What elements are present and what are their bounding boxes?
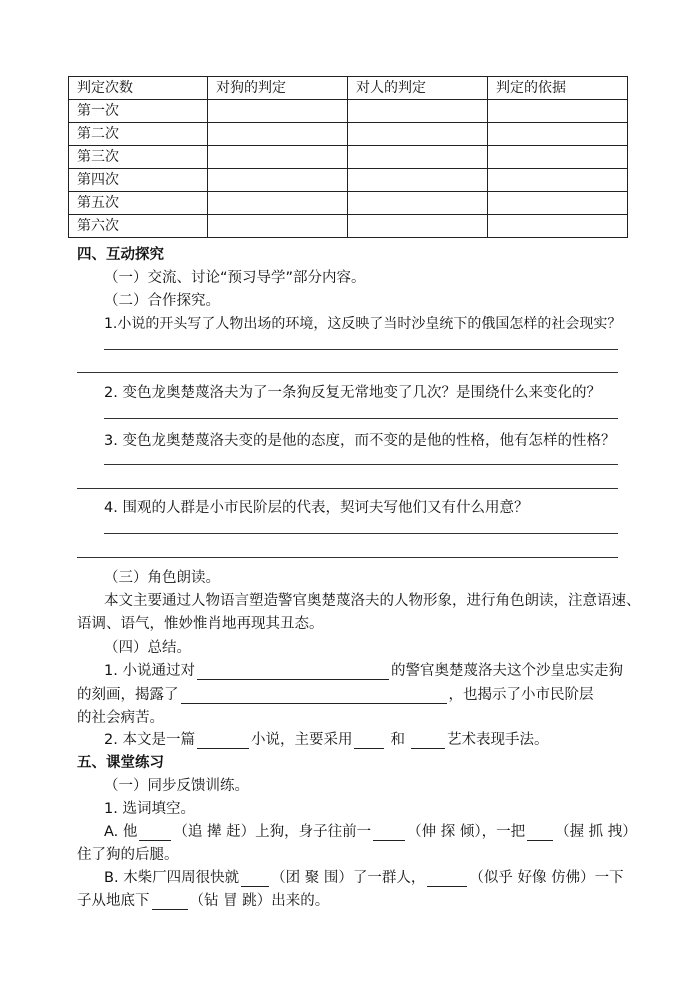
table-cell[interactable] [348,146,488,169]
section-item: （三）角色朗读。 [104,570,220,586]
row-label: 第六次 [69,215,208,238]
table-header: 对狗的判定 [208,77,348,100]
table-header: 判定次数 [69,77,208,100]
summary-text: 的警官奥楚蔑洛夫这个沙皇忠实走狗 [390,663,623,679]
summary-text: 艺术表现手法。 [446,732,549,748]
question-3: 3. 变色龙奥楚蔑洛夫变的是他的态度，而不变的是他的性格，他有怎样的性格？ [104,433,616,449]
table-row [69,123,628,146]
judgment-table [68,76,628,238]
exercise-text: 子从地底下 [77,893,150,909]
table-cell[interactable] [208,215,348,238]
table-cell[interactable] [488,100,628,123]
summary-text: 的刻画，揭露了 [77,687,179,703]
blank-field[interactable] [197,733,249,749]
table-cell[interactable] [208,123,348,146]
paragraph-line: 本文主要通过人物语言塑造警官奥楚蔑洛夫的人物形象，进行角色朗读，注意语速、 [104,593,641,609]
blank-field[interactable] [527,825,553,841]
section-item: （一）同步反馈训练。 [104,778,249,794]
row-label: 第一次 [69,100,208,123]
table-cell[interactable] [488,146,628,169]
exercise-text: （伸 探 倾），一把 [407,824,526,840]
paragraph-line: 语调、语气，惟妙惟肖地再现其丑态。 [77,616,324,632]
exercise-text: 住了狗的后腿。 [77,847,179,863]
blank-field[interactable] [152,894,188,910]
table-cell[interactable] [348,123,488,146]
row-label: 第三次 [69,146,208,169]
summary-text: 1. 小说通过对 [104,663,195,679]
summary-2 [104,728,548,749]
blank-field[interactable] [427,871,467,887]
answer-line[interactable] [104,418,618,419]
table-row [69,100,628,123]
table-cell[interactable] [488,215,628,238]
table-header: 对人的判定 [348,77,488,100]
section-item: （一）交流、讨论“预习导学”部分内容。 [104,270,366,286]
table-row [69,169,628,192]
exercise-text: B. 木柴厂四周很快就 [104,870,240,886]
summary-text: 小说，主要采用 [250,732,353,748]
exercise-a-line1 [104,820,637,841]
exercise-text: （追 撵 赶）上狗，身子往前一 [173,824,372,840]
exercise-b-line2 [77,889,329,910]
blank-field[interactable] [197,664,389,680]
summary-text: 和 [390,732,405,748]
summary-text: ，也揭示了小市民阶层 [448,687,594,703]
summary-1-line1 [104,659,623,680]
exercise-text: （钻 冒 跳）出来的。 [189,893,330,909]
blank-field[interactable] [241,871,269,887]
blank-field[interactable] [411,733,445,749]
section-title: 五、课堂练习 [77,755,164,771]
exercise-text: （团 聚 围）了一群人， [271,870,426,886]
answer-line[interactable] [104,533,618,534]
exercise-text: A. 他 [104,824,138,840]
answer-line[interactable] [77,488,618,489]
summary-text: 的社会病苦。 [77,710,164,726]
exercise-text: （握 抓 拽） [555,824,637,840]
question-4: 4. 围观的人群是小市民阶层的代表，契诃夫写他们又有什么用意？ [104,500,529,516]
table-header-row [69,77,628,100]
answer-line[interactable] [104,349,618,350]
row-label: 第五次 [69,192,208,215]
answer-line[interactable] [104,464,618,465]
table-header: 判定的依据 [488,77,628,100]
table-cell[interactable] [488,169,628,192]
exercise-text: （似乎 好像 仿佛）一下 [469,870,624,886]
blank-field[interactable] [354,733,384,749]
table-cell[interactable] [208,192,348,215]
table-cell[interactable] [348,215,488,238]
question-2: 2. 变色龙奥楚蔑洛夫为了一条狗反复无常地变了几次？是围绕什么来变化的？ [104,385,601,401]
table-cell[interactable] [208,100,348,123]
table-row [69,146,628,169]
table-cell[interactable] [488,123,628,146]
section-item: （四）总结。 [104,640,191,656]
question-1: 1.小说的开头写了人物出场的环境，这反映了当时沙皇统下的俄国怎样的社会现实？ [104,316,622,332]
section-item: 1. 选词填空。 [104,801,195,817]
row-label: 第四次 [69,169,208,192]
section-item: （二）合作探究。 [104,293,220,309]
table-row [69,192,628,215]
summary-text: 2. 本文是一篇 [104,732,195,748]
table-cell[interactable] [348,100,488,123]
blank-field[interactable] [139,825,171,841]
answer-line[interactable] [77,557,618,558]
exercise-b-line1 [104,866,624,887]
answer-line[interactable] [77,372,618,373]
summary-1-line2 [77,683,594,704]
section-title: 四、互动探究 [77,247,164,263]
row-label: 第二次 [69,123,208,146]
blank-field[interactable] [181,688,447,704]
table-cell[interactable] [488,192,628,215]
blank-field[interactable] [373,825,405,841]
table-cell[interactable] [208,169,348,192]
table-cell[interactable] [208,146,348,169]
table-cell[interactable] [348,192,488,215]
table-row [69,215,628,238]
table-cell[interactable] [348,169,488,192]
